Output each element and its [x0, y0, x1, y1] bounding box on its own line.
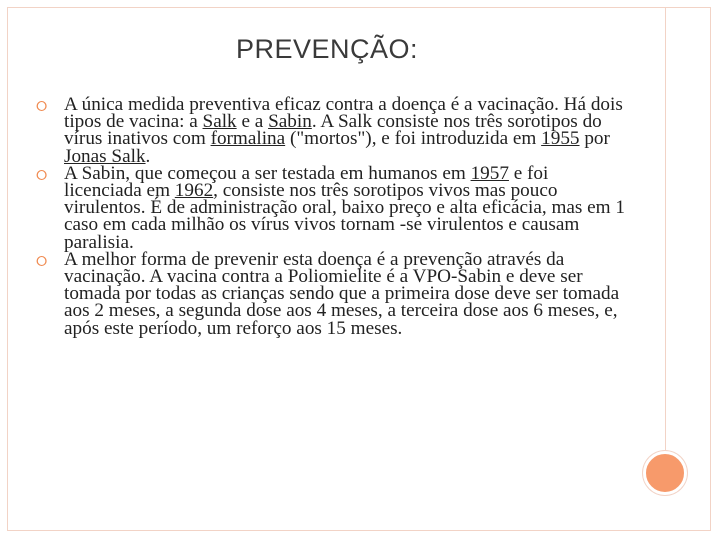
text-span: A Sabin, que começou a ser testada em humanos em: [64, 162, 471, 184]
link-sabin[interactable]: Sabin: [268, 111, 312, 133]
link-1962[interactable]: 1962: [174, 180, 214, 202]
link-jonas-salk[interactable]: Jonas Salk: [64, 145, 146, 167]
link-1955[interactable]: 1955: [541, 128, 580, 150]
bullet-text: [64, 248, 628, 339]
text-span: A melhor forma de prevenir esta doença é a prevenção através da vacinação. A vacina contra a Poliomielite é a VPO-Sabin e deve ser tomada por todas as crianças sendo que a primeira dose deve ser tomada aos 2 meses, a segunda dose aos 4 meses, a terceira dose aos 6 meses, e, após este período, um reforço aos 15 meses.: [64, 248, 620, 339]
circled-bullet-icon: ⭘: [36, 253, 48, 270]
bullet-text: [64, 162, 628, 253]
bullet-text: [64, 96, 628, 165]
text-span: ("mortos"), e foi introduzida em: [285, 128, 542, 150]
text-span: , consiste nos três sorotipos vivos mas pouco virulentos. É de administração oral, baixo preço e alta eficácia, mas em 1 caso em cada milhão os vírus vivos tornam -se virulentos e causam paralisia.: [64, 180, 626, 253]
text-span: A única medida preventiva eficaz contra a doença é a vacinação. Há dois tipos de vacina: a: [64, 94, 623, 133]
bullet-list: [36, 96, 628, 337]
slide-title: PREVENÇÃO:: [236, 34, 419, 64]
decorative-vertical-line: [665, 8, 666, 453]
circled-bullet-icon: ⭘: [36, 99, 48, 115]
decorative-circle-icon: [643, 451, 687, 495]
text-span: e a: [236, 111, 269, 133]
bullet-item-3: [36, 248, 628, 339]
bullet-item-1: [36, 96, 628, 165]
text-span: e foi licenciada em: [64, 162, 549, 202]
text-span: . A Salk consiste nos três sorotipos do vírus inativos com: [64, 111, 602, 150]
link-salk[interactable]: Salk: [202, 111, 237, 133]
text-span: por: [579, 128, 610, 150]
link-formalina[interactable]: formalina: [210, 128, 286, 150]
link-1957[interactable]: 1957: [470, 162, 509, 184]
bullet-item-2: [36, 162, 628, 253]
circled-bullet-icon: ⭘: [36, 167, 48, 184]
text-span: .: [145, 145, 151, 167]
